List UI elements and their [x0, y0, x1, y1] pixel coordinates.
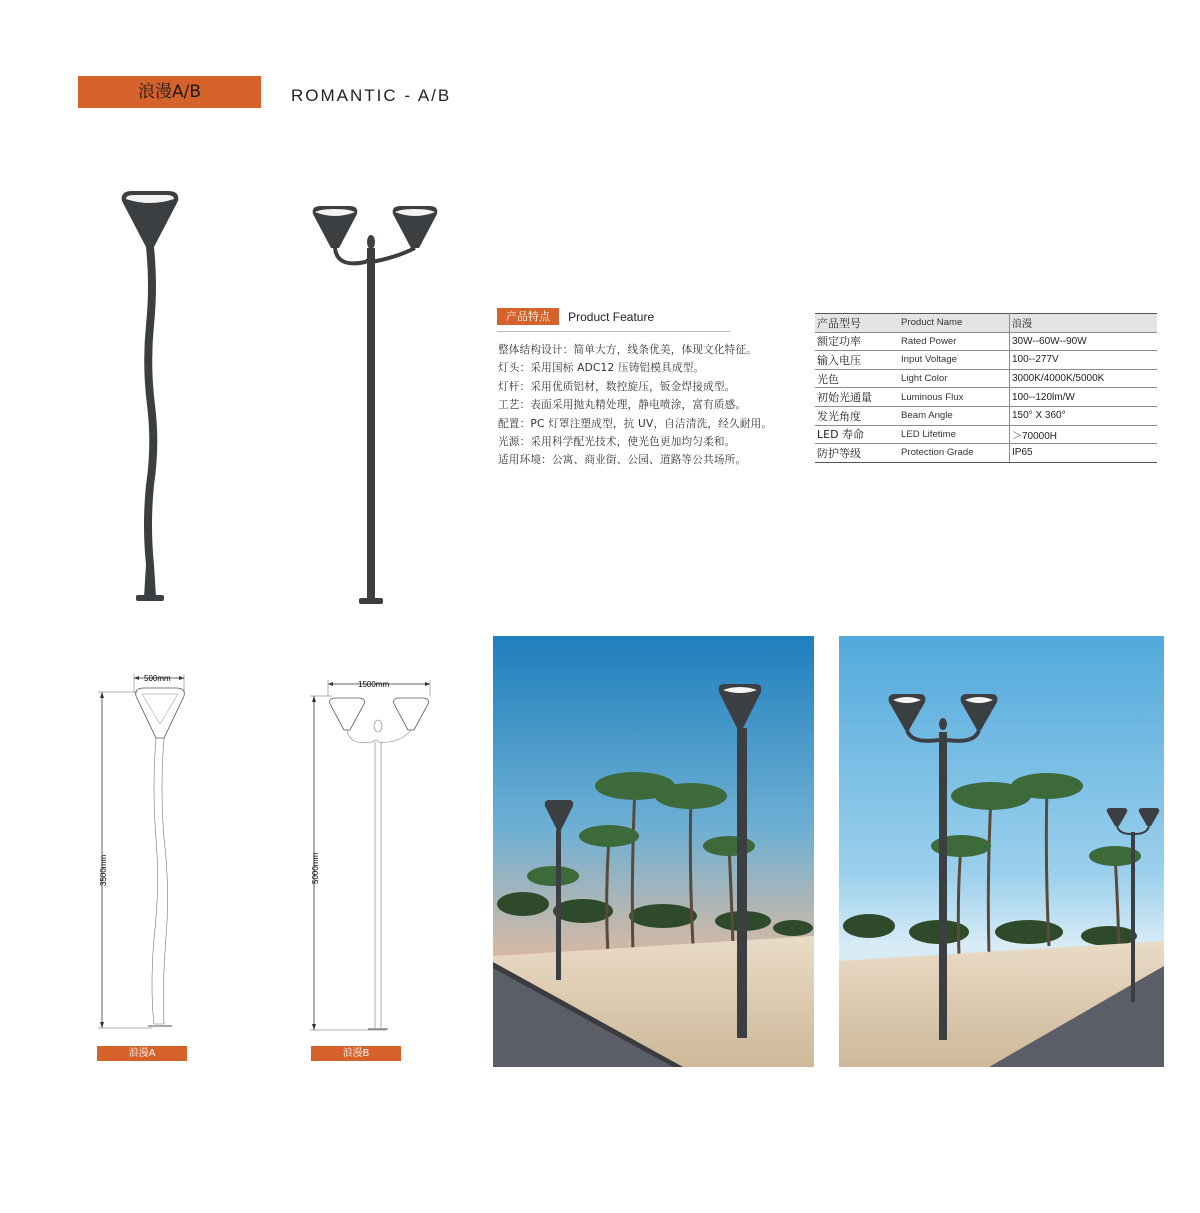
- spec-label-cn: 光色: [815, 369, 897, 388]
- lamp-a-caption: 浪漫A: [97, 1046, 187, 1061]
- spec-label-en: Beam Angle: [897, 406, 1010, 425]
- feature-description: [498, 341, 798, 470]
- spec-value: 100--120lm/W: [1010, 388, 1158, 407]
- lamp-b-caption: 浪漫B: [311, 1046, 401, 1061]
- spec-value: 浪漫: [1010, 314, 1158, 333]
- spec-row: [815, 444, 1157, 463]
- spec-value: IP65: [1010, 444, 1158, 463]
- spec-row: [815, 406, 1157, 425]
- lamp-b-render: [305, 200, 445, 608]
- feature-divider: [497, 331, 730, 332]
- product-feature-heading: [497, 306, 654, 325]
- lamp-b-height-dim: 5000mm: [311, 852, 320, 884]
- spec-label-cn: 产品型号: [815, 314, 897, 333]
- lamp-a-render: [110, 185, 190, 605]
- spec-row: [815, 369, 1157, 388]
- spec-value: 150° X 360°: [1010, 406, 1158, 425]
- spec-label-en: Light Color: [897, 369, 1010, 388]
- spec-value: ＞70000H: [1010, 425, 1158, 444]
- spec-label-cn: 输入电压: [815, 351, 897, 370]
- lamp-a-height-dim: 3500mm: [99, 854, 108, 886]
- spec-row: [815, 351, 1157, 370]
- product-title-english: ROMANTIC - A/B: [291, 86, 452, 105]
- spec-value: 100--277V: [1010, 351, 1158, 370]
- spec-label-en: Protection Grade: [897, 444, 1010, 463]
- spec-label-cn: 防护等级: [815, 444, 897, 463]
- spec-label-cn: LED 寿命: [815, 425, 897, 444]
- spec-label-en: Input Voltage: [897, 351, 1010, 370]
- product-title-badge: 浪漫A/B: [78, 76, 261, 108]
- feature-line: 工艺：表面采用抛丸精处理，静电喷涂，富有质感。: [498, 399, 747, 412]
- spec-label-cn: 初始光通量: [815, 388, 897, 407]
- feature-line: 适用环境：公寓、商业街、公园、道路等公共场所。: [498, 454, 747, 467]
- scene-photo-a: [493, 636, 814, 1067]
- spec-label-en: Product Name: [897, 314, 1010, 333]
- spec-label-cn: 额定功率: [815, 332, 897, 351]
- feature-line: 光源：采用科学配光技术，使光色更加均匀柔和。: [498, 436, 736, 449]
- spec-label-en: Luminous Flux: [897, 388, 1010, 407]
- lamp-a-width-dim: 500mm: [144, 674, 171, 683]
- spec-value: 3000K/4000K/5000K: [1010, 369, 1158, 388]
- scene-photo-b: [839, 636, 1164, 1067]
- spec-value: 30W--60W--90W: [1010, 332, 1158, 351]
- feature-line: 灯杆：采用优质铝材，数控旋压，钣金焊接成型。: [498, 380, 736, 393]
- lamp-b-drawing: [306, 674, 446, 1040]
- spec-label-en: Rated Power: [897, 332, 1010, 351]
- lamp-a-drawing: [92, 668, 202, 1040]
- feature-line: 配置：PC 灯罩注塑成型，抗 UV，自洁清洗，经久耐用。: [498, 417, 773, 430]
- feature-title: Product Feature: [568, 309, 655, 324]
- feature-line: 灯头：采用国标 ADC12 压铸铝模具成型。: [498, 362, 705, 375]
- spec-table: [815, 313, 1157, 463]
- feature-badge: 产品特点: [497, 308, 559, 325]
- spec-label-en: LED Lifetime: [897, 425, 1010, 444]
- spec-row: [815, 425, 1157, 444]
- feature-line: 整体结构设计：简单大方，线条优美，体现文化特征。: [498, 344, 758, 356]
- spec-row: [815, 388, 1157, 407]
- spec-row: [815, 314, 1157, 333]
- lamp-b-width-dim: 1500mm: [358, 680, 390, 689]
- spec-row: [815, 332, 1157, 351]
- spec-label-cn: 发光角度: [815, 406, 897, 425]
